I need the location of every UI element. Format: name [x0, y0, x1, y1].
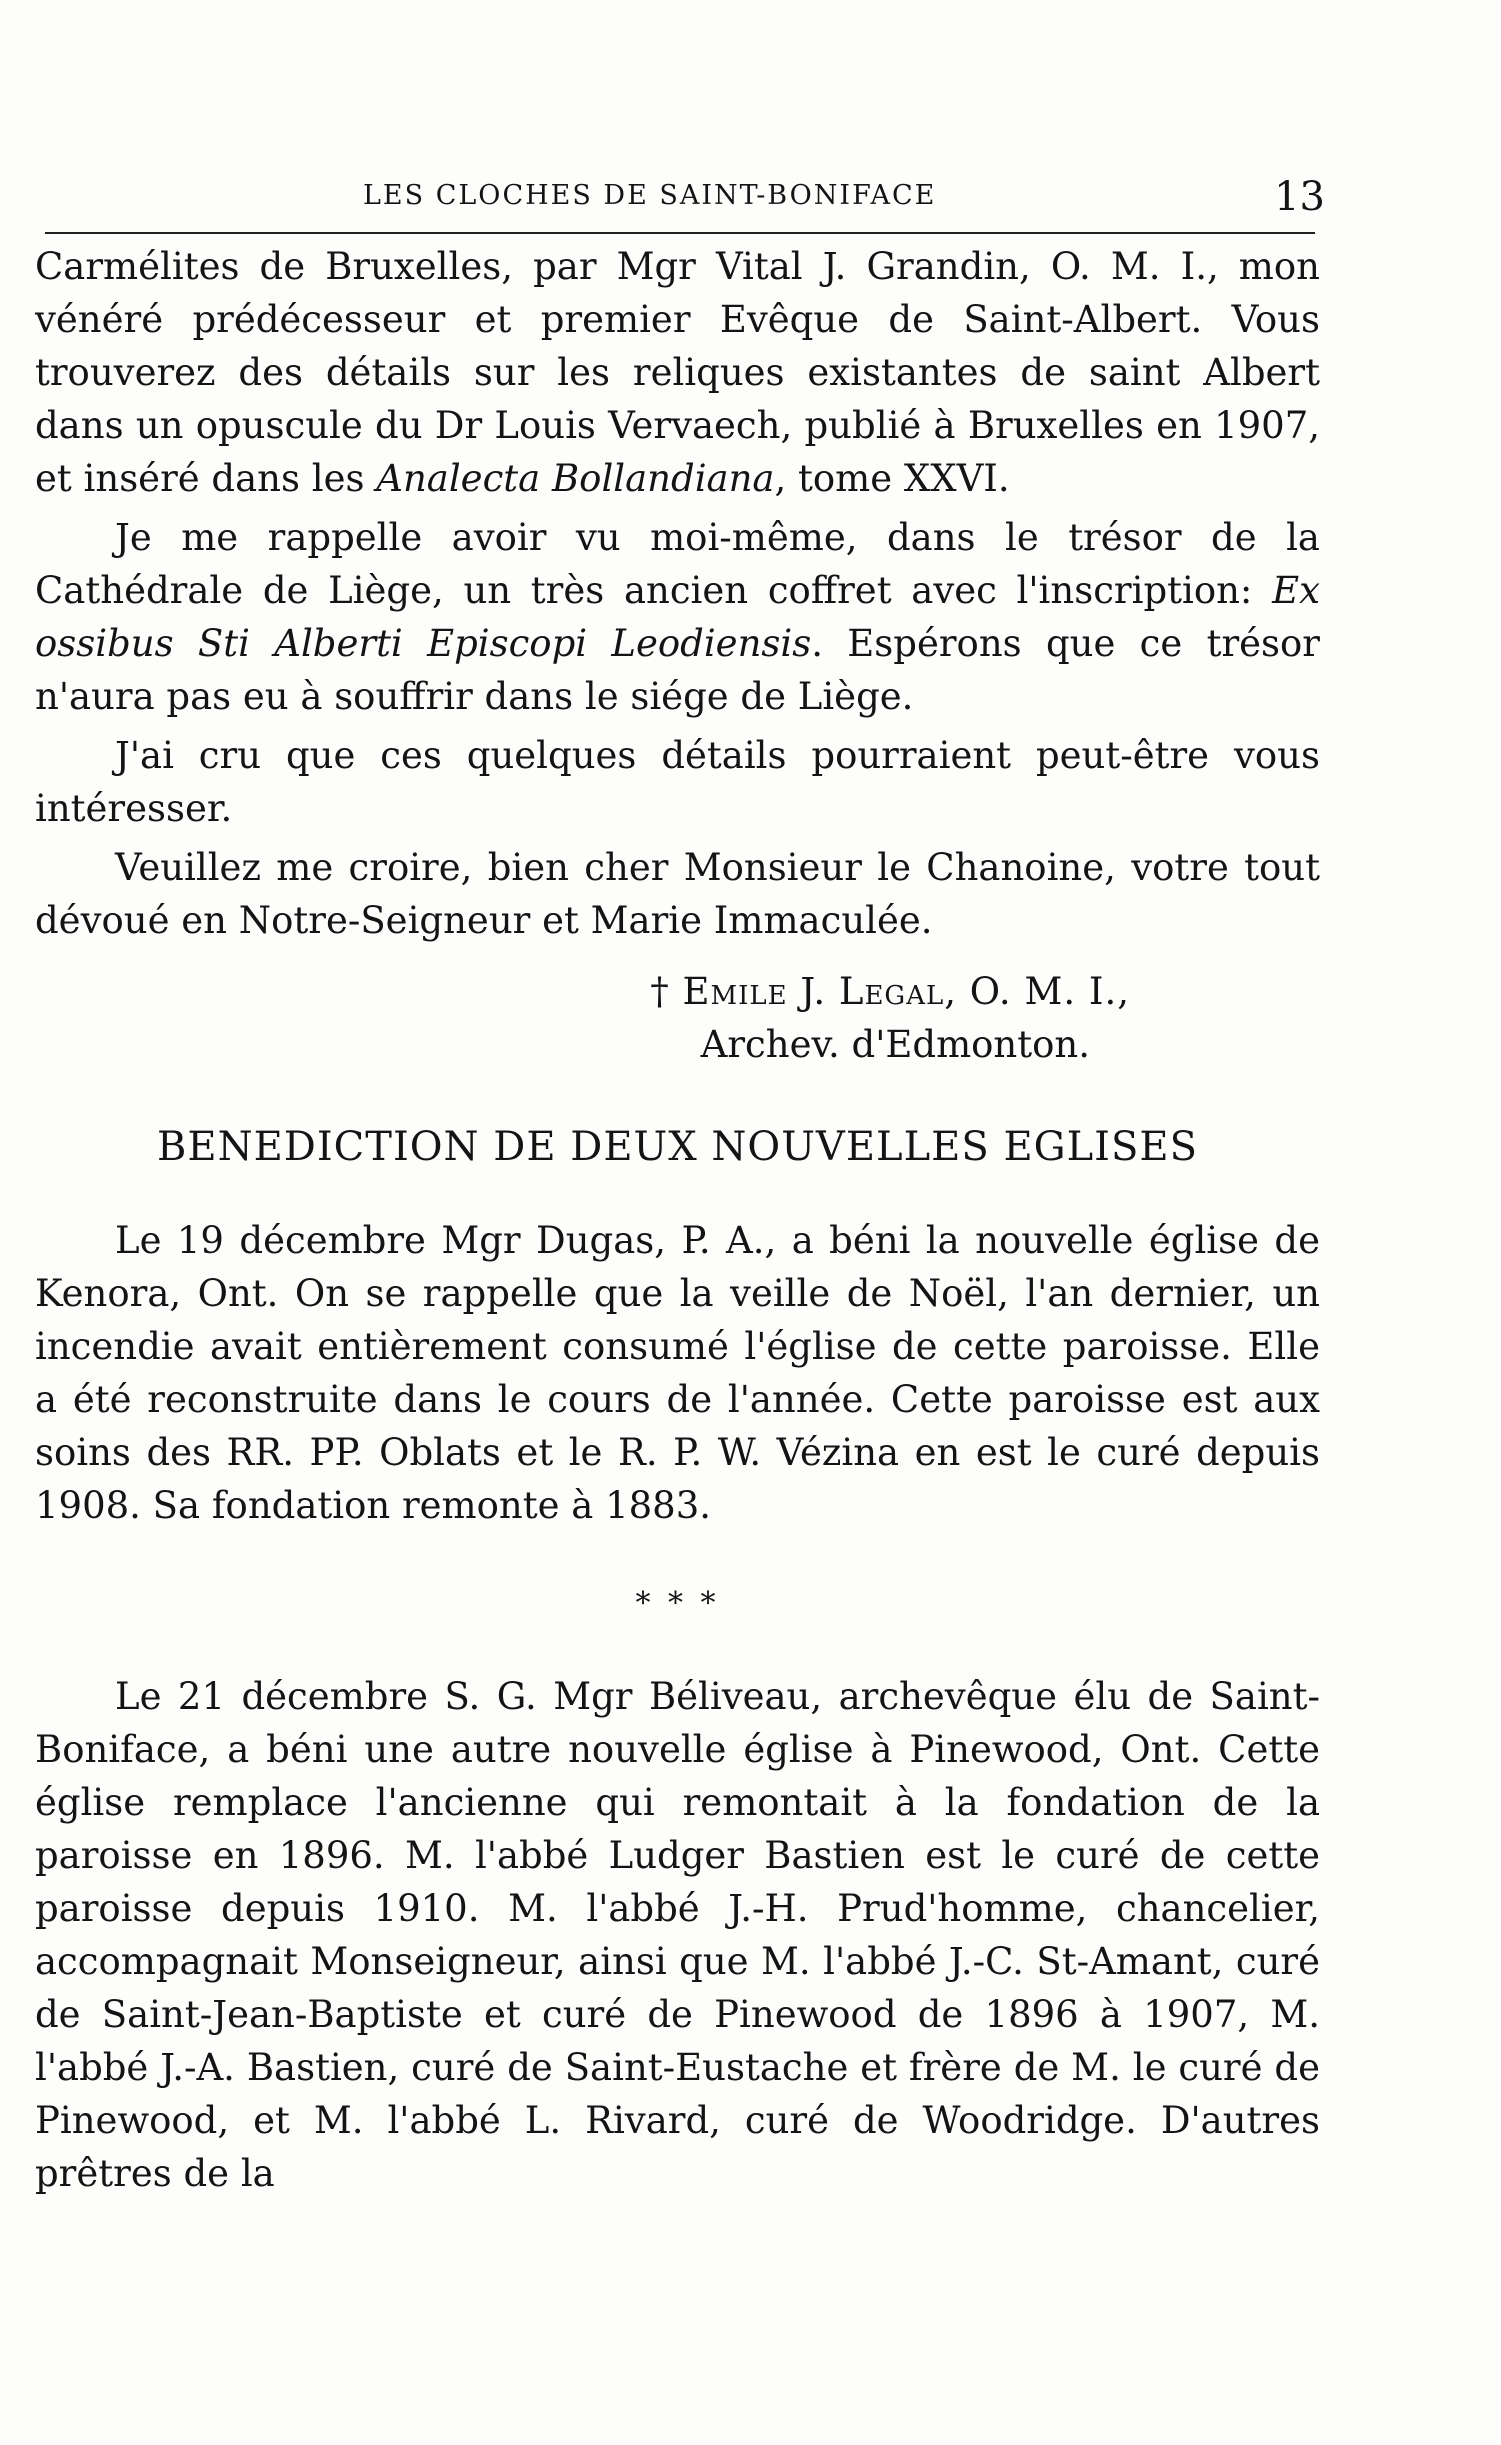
asterism-separator: * * *: [635, 1586, 720, 1621]
section-heading: BENEDICTION DE DEUX NOUVELLES EGLISES: [157, 1124, 1198, 1170]
paragraph-4: Veuillez me croire, bien cher Monsieur le Chanoine, votre tout dévoué en Notre-Seigneur et Marie Immaculée.: [35, 846, 1320, 942]
paragraph-5: Le 19 décembre Mgr Dugas, P. A., a béni la nouvelle église de Kenora, Ont. On se rappelle que la veille de Noël, l'an dernier, un incendie avait entièrement consumé l'église de cette paroisse. Elle a été reconstruite dans le cours de l'année. Cette paroisse est aux soins des RR. PP. Oblats et le R. P. W. Vézina en est le curé depuis 1908. Sa fondation remonte à 1883.: [35, 1219, 1320, 1527]
paragraph-6: Le 21 décembre S. G. Mgr Béliveau, archevêque élu de Saint-Boniface, a béni une autre nouvelle église à Pinewood, Ont. Cette église remplace l'ancienne qui remontait à la fondation de la paroisse en 1896. M. l'abbé Ludger Bastien est le curé de cette paroisse depuis 1910. M. l'abbé J.-H. Prud'homme, chancelier, accompagnait Monseigneur, ainsi que M. l'abbé J.-C. St-Amant, curé de Saint-Jean-Baptiste et curé de Pinewood de 1896 à 1907, M. l'abbé J.-A. Bastien, curé de Saint-Eustache et frère de M. le curé de Pinewood, et M. l'abbé L. Rivard, curé de Woodridge. D'autres prêtres de la: [35, 1675, 1320, 2195]
page-header: [45, 172, 1325, 234]
paragraph-2: Je me rappelle avoir vu moi-même, dans le trésor de la Cathédrale de Liège, un très ancien coffret avec l'inscription: Ex ossibus Sti Alberti Episcopi Leodiensis. Espérons que ce trésor n'aura pas eu à souffrir dans le siége de Liège.: [35, 516, 1320, 718]
paragraph-3: J'ai cru que ces quelques détails pourraient peut-être vous intéresser.: [35, 734, 1320, 830]
signature-name: † Emile J. Legal, O. M. I.,: [650, 970, 1130, 1013]
body-text: [35, 240, 1320, 2206]
page-number: 13: [1274, 174, 1325, 220]
signature-title: Archev. d'Edmonton.: [700, 1023, 1090, 1066]
signature-block: [35, 965, 1320, 1071]
running-title: LES CLOCHES DE SAINT-BONIFACE: [363, 180, 937, 211]
paragraph-1: Carmélites de Bruxelles, par Mgr Vital J. Grandin, O. M. I., mon vénéré prédécesseur et premier Evêque de Saint-Albert. Vous trouverez des détails sur les reliques existantes de saint Albert dans un opuscule du Dr Louis Vervaech, publié à Bruxelles en 1907, et inséré dans les Analecta Bollandiana, tome XXVI.: [35, 245, 1320, 500]
